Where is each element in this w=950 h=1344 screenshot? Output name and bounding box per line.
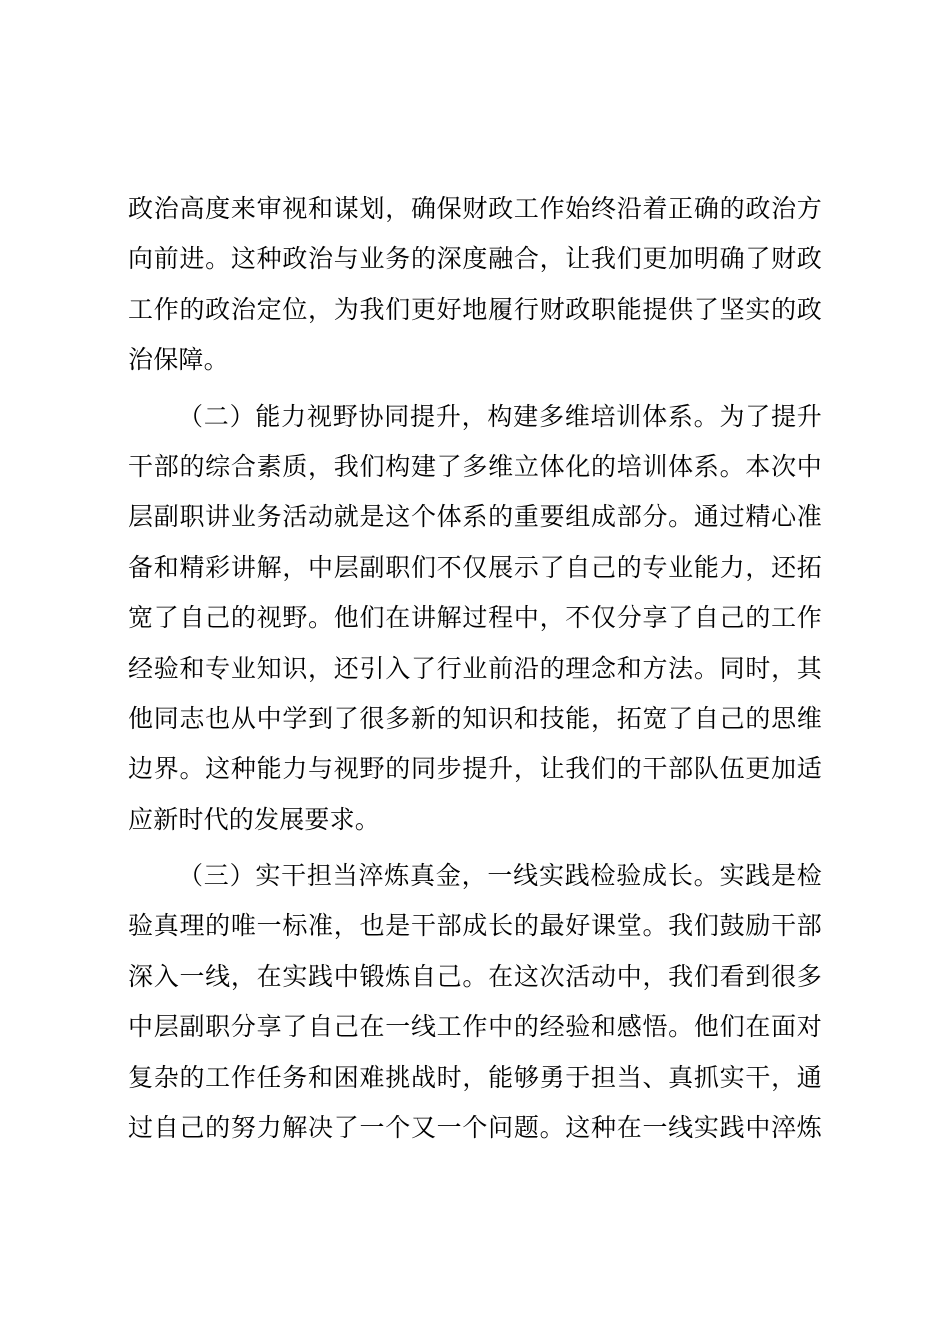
paragraph-line: 边界。这种能力与视野的同步提升，让我们的干部队伍更加适 — [128, 754, 822, 784]
paragraph-line: 应新时代的发展要求。 — [128, 804, 381, 834]
paragraph-line: 干部的综合素质，我们构建了多维立体化的培训体系。本次中 — [128, 451, 822, 481]
document-body — [128, 184, 822, 1153]
paragraph-line: 深入一线，在实践中锻炼自己。在这次活动中，我们看到很多 — [128, 961, 822, 991]
paragraph-line: 治保障。 — [128, 345, 229, 375]
paragraph-line: 向前进。这种政治与业务的深度融合，让我们更加明确了财政 — [128, 244, 822, 274]
paragraph-line: 验真理的唯一标准，也是干部成长的最好课堂。我们鼓励干部 — [128, 911, 822, 941]
paragraph-line: 备和精彩讲解，中层副职们不仅展示了自己的专业能力，还拓 — [128, 552, 822, 582]
paragraph-line: 复杂的工作任务和困难挑战时，能够勇于担当、真抓实干，通 — [128, 1062, 822, 1092]
paragraph-heading-line: （三）实干担当淬炼真金，一线实践检验成长。实践是检 — [178, 861, 822, 891]
paragraph-line: 工作的政治定位，为我们更好地履行财政职能提供了坚实的政 — [128, 294, 822, 324]
paragraph-line: 宽了自己的视野。他们在讲解过程中，不仅分享了自己的工作 — [128, 603, 822, 633]
paragraph-line: 政治高度来审视和谋划，确保财政工作始终沿着正确的政治方 — [128, 194, 822, 223]
paragraph-heading-line: （二）能力视野协同提升，构建多维培训体系。为了提升 — [178, 401, 822, 431]
paragraph-line: 过自己的努力解决了一个又一个问题。这种在一线实践中淬炼 — [128, 1113, 822, 1143]
paragraph-line: 他同志也从中学到了很多新的知识和技能，拓宽了自己的思维 — [128, 703, 822, 733]
paragraph-line: 层副职讲业务活动就是这个体系的重要组成部分。通过精心准 — [128, 502, 822, 532]
paragraph-line: 经验和专业知识，还引入了行业前沿的理念和方法。同时，其 — [128, 653, 822, 683]
paragraph-line: 中层副职分享了自己在一线工作中的经验和感悟。他们在面对 — [128, 1012, 822, 1042]
